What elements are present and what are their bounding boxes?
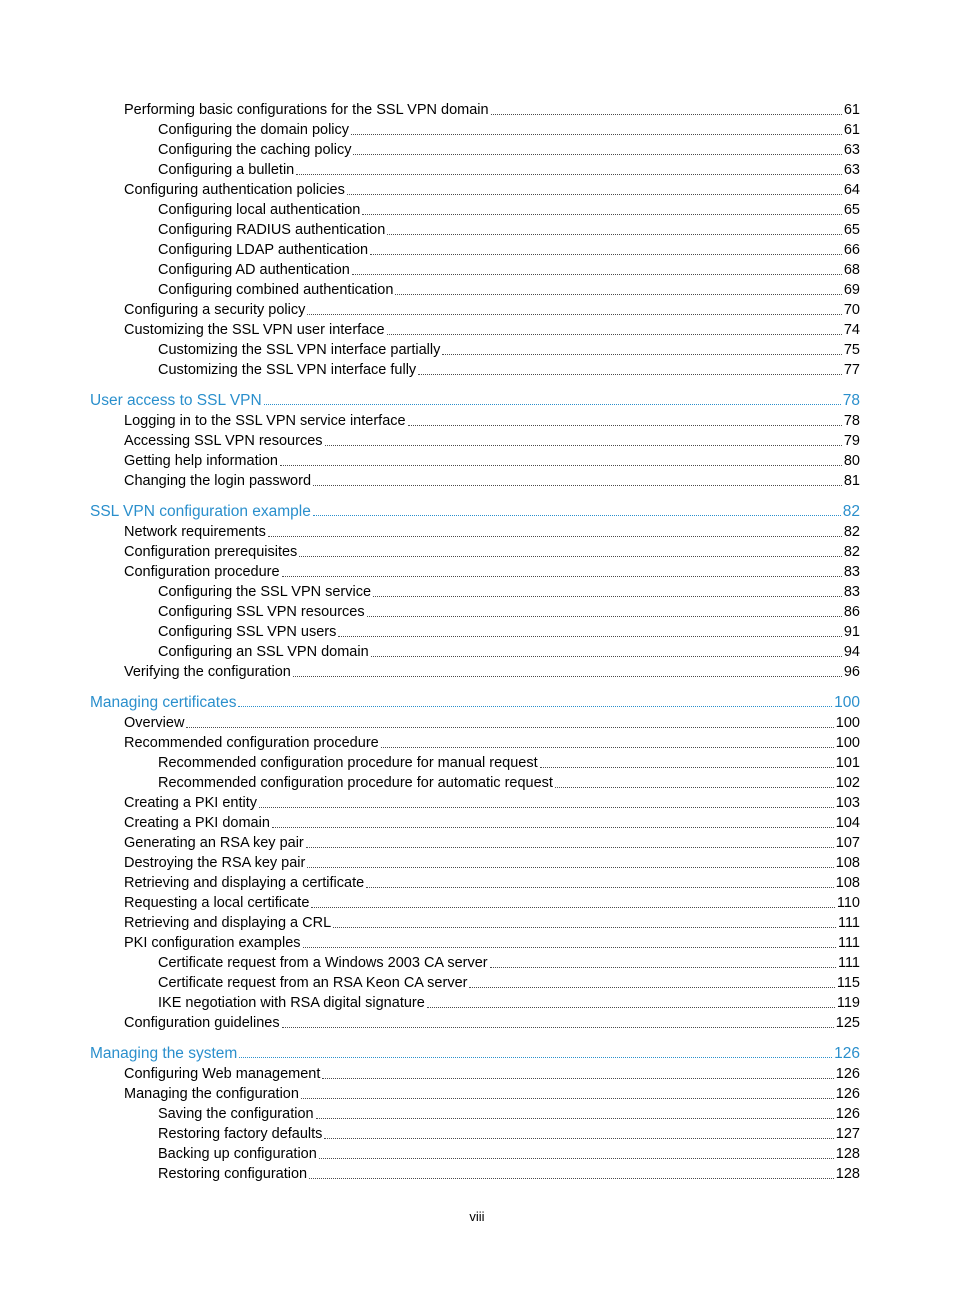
table-of-contents xyxy=(0,100,954,1184)
toc-entry[interactable] xyxy=(0,753,954,773)
toc-entry[interactable] xyxy=(0,973,954,993)
dot-leader xyxy=(338,636,841,637)
toc-entry-title: Creating a PKI entity xyxy=(124,795,257,811)
toc-entry[interactable] xyxy=(0,733,954,753)
toc-entry[interactable] xyxy=(0,582,954,602)
toc-entry-page: 79 xyxy=(843,433,860,449)
dot-leader xyxy=(307,314,842,315)
toc-entry-page: 80 xyxy=(843,453,860,469)
toc-entry-title: Generating an RSA key pair xyxy=(124,835,304,851)
toc-entry-title: Configuring authentication policies xyxy=(124,182,345,198)
toc-entry-page: 108 xyxy=(835,855,860,871)
toc-entry-page: 108 xyxy=(835,875,860,891)
toc-chapter-entry[interactable] xyxy=(0,1043,954,1064)
toc-entry-title: Managing the configuration xyxy=(124,1086,299,1102)
dot-leader xyxy=(408,425,842,426)
dot-leader xyxy=(186,727,833,728)
toc-entry-page: 126 xyxy=(835,1106,860,1122)
toc-entry-page: 78 xyxy=(843,413,860,429)
toc-entry-page: 100 xyxy=(834,694,860,711)
toc-entry[interactable] xyxy=(0,933,954,953)
toc-entry-title: Configuring the domain policy xyxy=(158,122,350,138)
toc-entry-page: 69 xyxy=(843,282,860,298)
dot-leader xyxy=(306,847,834,848)
toc-entry[interactable] xyxy=(0,320,954,340)
toc-entry[interactable] xyxy=(0,622,954,642)
toc-entry-title: Restoring configuration xyxy=(158,1166,308,1182)
dot-leader xyxy=(296,174,842,175)
dot-leader xyxy=(540,767,834,768)
toc-entry[interactable] xyxy=(0,300,954,320)
toc-entry[interactable] xyxy=(0,1084,954,1104)
toc-entry[interactable] xyxy=(0,240,954,260)
dot-leader xyxy=(325,445,842,446)
toc-entry-page: 127 xyxy=(835,1126,860,1142)
toc-entry-page: 70 xyxy=(843,302,860,318)
toc-entry[interactable] xyxy=(0,522,954,542)
dot-leader xyxy=(333,927,836,928)
toc-entry-title: Retrieving and displaying a certificate xyxy=(124,875,365,891)
toc-entry[interactable] xyxy=(0,260,954,280)
toc-entry[interactable] xyxy=(0,793,954,813)
dot-leader xyxy=(264,404,841,405)
dot-leader xyxy=(299,556,842,557)
toc-entry[interactable] xyxy=(0,773,954,793)
toc-entry-title: Verifying the configuration xyxy=(124,664,291,680)
toc-entry-title: Getting help information xyxy=(124,453,278,469)
toc-entry-title: Customizing the SSL VPN interface fully xyxy=(158,362,417,378)
toc-entry[interactable] xyxy=(0,220,954,240)
toc-entry[interactable] xyxy=(0,893,954,913)
dot-leader xyxy=(387,334,842,335)
toc-entry-title: Destroying the RSA key pair xyxy=(124,855,306,871)
toc-entry[interactable] xyxy=(0,471,954,491)
toc-entry-title: Configuring local authentication xyxy=(158,202,361,218)
toc-entry[interactable] xyxy=(0,1013,954,1033)
dot-leader xyxy=(293,676,842,677)
toc-entry-page: 61 xyxy=(843,102,860,118)
dot-leader xyxy=(303,947,836,948)
toc-entry[interactable] xyxy=(0,411,954,431)
toc-entry-page: 78 xyxy=(842,392,860,409)
toc-entry-page: 82 xyxy=(842,503,860,520)
toc-entry-title: PKI configuration examples xyxy=(124,935,301,951)
dot-leader xyxy=(319,1158,834,1159)
dot-leader xyxy=(387,234,842,235)
toc-entry-title: IKE negotiation with RSA digital signature xyxy=(158,995,425,1011)
toc-entry-title: Configuring a bulletin xyxy=(158,162,295,178)
dot-leader xyxy=(395,294,841,295)
dot-leader xyxy=(316,1118,834,1119)
toc-entry-title: Configuring Web management xyxy=(124,1066,321,1082)
toc-entry-page: 83 xyxy=(843,564,860,580)
toc-entry-page: 104 xyxy=(835,815,860,831)
dot-leader xyxy=(268,536,842,537)
toc-entry-page: 65 xyxy=(843,202,860,218)
toc-entry-title: Managing certificates xyxy=(90,694,237,711)
toc-entry-page: 77 xyxy=(843,362,860,378)
toc-entry[interactable] xyxy=(0,431,954,451)
toc-entry-title: Network requirements xyxy=(124,524,266,540)
toc-entry-title: Retrieving and displaying a CRL xyxy=(124,915,332,931)
dot-leader xyxy=(347,194,842,195)
toc-entry[interactable] xyxy=(0,160,954,180)
toc-entry-page: 107 xyxy=(835,835,860,851)
toc-entry-page: 100 xyxy=(835,715,860,731)
toc-entry-title: Configuring the SSL VPN service xyxy=(158,584,372,600)
dot-leader xyxy=(301,1098,834,1099)
dot-leader xyxy=(352,274,842,275)
dot-leader xyxy=(366,887,834,888)
toc-entry-page: 126 xyxy=(835,1086,860,1102)
toc-entry[interactable] xyxy=(0,542,954,562)
toc-entry-page: 128 xyxy=(835,1146,860,1162)
dot-leader xyxy=(280,465,842,466)
toc-entry-page: 126 xyxy=(834,1045,860,1062)
toc-entry[interactable] xyxy=(0,200,954,220)
toc-entry-title: Customizing the SSL VPN interface partially xyxy=(158,342,441,358)
toc-entry[interactable] xyxy=(0,140,954,160)
toc-entry-title: Restoring factory defaults xyxy=(158,1126,323,1142)
toc-entry[interactable] xyxy=(0,813,954,833)
toc-entry[interactable] xyxy=(0,1104,954,1124)
toc-entry-page: 64 xyxy=(843,182,860,198)
dot-leader xyxy=(491,114,842,115)
toc-entry-page: 86 xyxy=(843,604,860,620)
dot-leader xyxy=(238,706,832,707)
dot-leader xyxy=(469,987,834,988)
toc-entry-page: 126 xyxy=(835,1066,860,1082)
dot-leader xyxy=(371,656,842,657)
dot-leader xyxy=(313,485,842,486)
toc-entry-page: 119 xyxy=(836,995,860,1011)
dot-leader xyxy=(555,787,834,788)
toc-entry-title: User access to SSL VPN xyxy=(90,392,262,409)
toc-entry-page: 100 xyxy=(835,735,860,751)
dot-leader xyxy=(322,1078,833,1079)
toc-entry-page: 91 xyxy=(843,624,860,640)
toc-chapter-entry[interactable] xyxy=(0,390,954,411)
toc-entry[interactable] xyxy=(0,120,954,140)
page-number: viii xyxy=(469,1209,485,1224)
toc-entry[interactable] xyxy=(0,602,954,622)
toc-entry-title: Configuring a security policy xyxy=(124,302,306,318)
toc-entry[interactable] xyxy=(0,833,954,853)
dot-leader xyxy=(418,374,842,375)
dot-leader xyxy=(282,576,842,577)
toc-entry-page: 82 xyxy=(843,544,860,560)
toc-entry-page: 101 xyxy=(835,755,860,771)
toc-entry-title: Changing the login password xyxy=(124,473,312,489)
toc-entry-page: 75 xyxy=(843,342,860,358)
dot-leader xyxy=(362,214,842,215)
toc-entry[interactable] xyxy=(0,953,954,973)
toc-entry-page: 68 xyxy=(843,262,860,278)
toc-entry-title: Configuring an SSL VPN domain xyxy=(158,644,369,660)
toc-entry[interactable] xyxy=(0,1144,954,1164)
toc-entry[interactable] xyxy=(0,1124,954,1144)
toc-entry-title: Certificate request from a Windows 2003 CA server xyxy=(158,955,488,971)
toc-entry-page: 96 xyxy=(843,664,860,680)
toc-entry-title: Customizing the SSL VPN user interface xyxy=(124,322,385,338)
toc-entry-title: Recommended configuration procedure xyxy=(124,735,379,751)
toc-entry-title: Certificate request from an RSA Keon CA server xyxy=(158,975,468,991)
toc-entry-title: Accessing SSL VPN resources xyxy=(124,433,323,449)
toc-entry-title: Creating a PKI domain xyxy=(124,815,270,831)
dot-leader xyxy=(490,967,836,968)
toc-entry-page: 111 xyxy=(837,915,860,931)
dot-leader xyxy=(381,747,834,748)
dot-leader xyxy=(353,154,841,155)
toc-entry-page: 125 xyxy=(835,1015,860,1031)
toc-chapter-entry[interactable] xyxy=(0,501,954,522)
toc-entry-page: 115 xyxy=(836,975,860,991)
toc-entry-title: Configuring the caching policy xyxy=(158,142,352,158)
toc-entry-title: Recommended configuration procedure for manual request xyxy=(158,755,538,771)
dot-leader xyxy=(311,907,834,908)
dot-leader xyxy=(427,1007,835,1008)
toc-entry-title: Configuration prerequisites xyxy=(124,544,298,560)
toc-entry[interactable] xyxy=(0,180,954,200)
toc-entry-title: Configuration procedure xyxy=(124,564,280,580)
toc-entry-title: Recommended configuration procedure for automatic request xyxy=(158,775,553,791)
toc-entry-title: Configuring LDAP authentication xyxy=(158,242,369,258)
toc-entry[interactable] xyxy=(0,662,954,682)
toc-entry-page: 83 xyxy=(843,584,860,600)
dot-leader xyxy=(272,827,834,828)
toc-entry-page: 111 xyxy=(837,955,860,971)
toc-entry[interactable] xyxy=(0,713,954,733)
toc-entry[interactable] xyxy=(0,1164,954,1184)
toc-entry[interactable] xyxy=(0,1064,954,1084)
toc-entry-title: Managing the system xyxy=(90,1045,238,1062)
toc-entry-page: 111 xyxy=(837,935,860,951)
toc-entry[interactable] xyxy=(0,100,954,120)
toc-entry[interactable] xyxy=(0,853,954,873)
dot-leader xyxy=(370,254,842,255)
toc-entry[interactable] xyxy=(0,360,954,380)
dot-leader xyxy=(313,515,841,516)
toc-entry-page: 102 xyxy=(835,775,860,791)
toc-entry-page: 65 xyxy=(843,222,860,238)
dot-leader xyxy=(309,1178,834,1179)
dot-leader xyxy=(239,1057,832,1058)
toc-entry-title: Requesting a local certificate xyxy=(124,895,310,911)
toc-entry[interactable] xyxy=(0,562,954,582)
dot-leader xyxy=(324,1138,833,1139)
toc-entry[interactable] xyxy=(0,993,954,1013)
dot-leader xyxy=(259,807,834,808)
toc-entry[interactable] xyxy=(0,451,954,471)
toc-entry-title: SSL VPN configuration example xyxy=(90,503,311,520)
toc-entry[interactable] xyxy=(0,642,954,662)
dot-leader xyxy=(351,134,842,135)
toc-entry[interactable] xyxy=(0,873,954,893)
toc-entry-page: 82 xyxy=(843,524,860,540)
toc-entry-page: 66 xyxy=(843,242,860,258)
dot-leader xyxy=(373,596,842,597)
toc-entry[interactable] xyxy=(0,340,954,360)
toc-entry-title: Logging in to the SSL VPN service interface xyxy=(124,413,406,429)
toc-entry-page: 110 xyxy=(836,895,860,911)
toc-entry-title: Configuring AD authentication xyxy=(158,262,350,278)
toc-entry-title: Performing basic configurations for the SSL VPN domain xyxy=(124,102,489,118)
toc-entry-title: Configuring SSL VPN users xyxy=(158,624,337,640)
toc-entry-page: 103 xyxy=(835,795,860,811)
toc-entry-title: Saving the configuration xyxy=(158,1106,314,1122)
toc-entry-title: Configuring SSL VPN resources xyxy=(158,604,365,620)
dot-leader xyxy=(282,1027,834,1028)
toc-entry-title: Backing up configuration xyxy=(158,1146,317,1162)
toc-entry-page: 94 xyxy=(843,644,860,660)
toc-entry-page: 81 xyxy=(843,473,860,489)
toc-entry-page: 63 xyxy=(843,142,860,158)
toc-entry-title: Overview xyxy=(124,715,185,731)
dot-leader xyxy=(442,354,842,355)
toc-entry-title: Configuring combined authentication xyxy=(158,282,394,298)
toc-entry[interactable] xyxy=(0,280,954,300)
toc-entry-page: 63 xyxy=(843,162,860,178)
toc-chapter-entry[interactable] xyxy=(0,692,954,713)
toc-entry-page: 61 xyxy=(843,122,860,138)
dot-leader xyxy=(307,867,833,868)
toc-entry-title: Configuring RADIUS authentication xyxy=(158,222,386,238)
dot-leader xyxy=(367,616,842,617)
toc-entry-page: 74 xyxy=(843,322,860,338)
toc-entry[interactable] xyxy=(0,913,954,933)
toc-entry-title: Configuration guidelines xyxy=(124,1015,280,1031)
toc-entry-page: 128 xyxy=(835,1166,860,1182)
